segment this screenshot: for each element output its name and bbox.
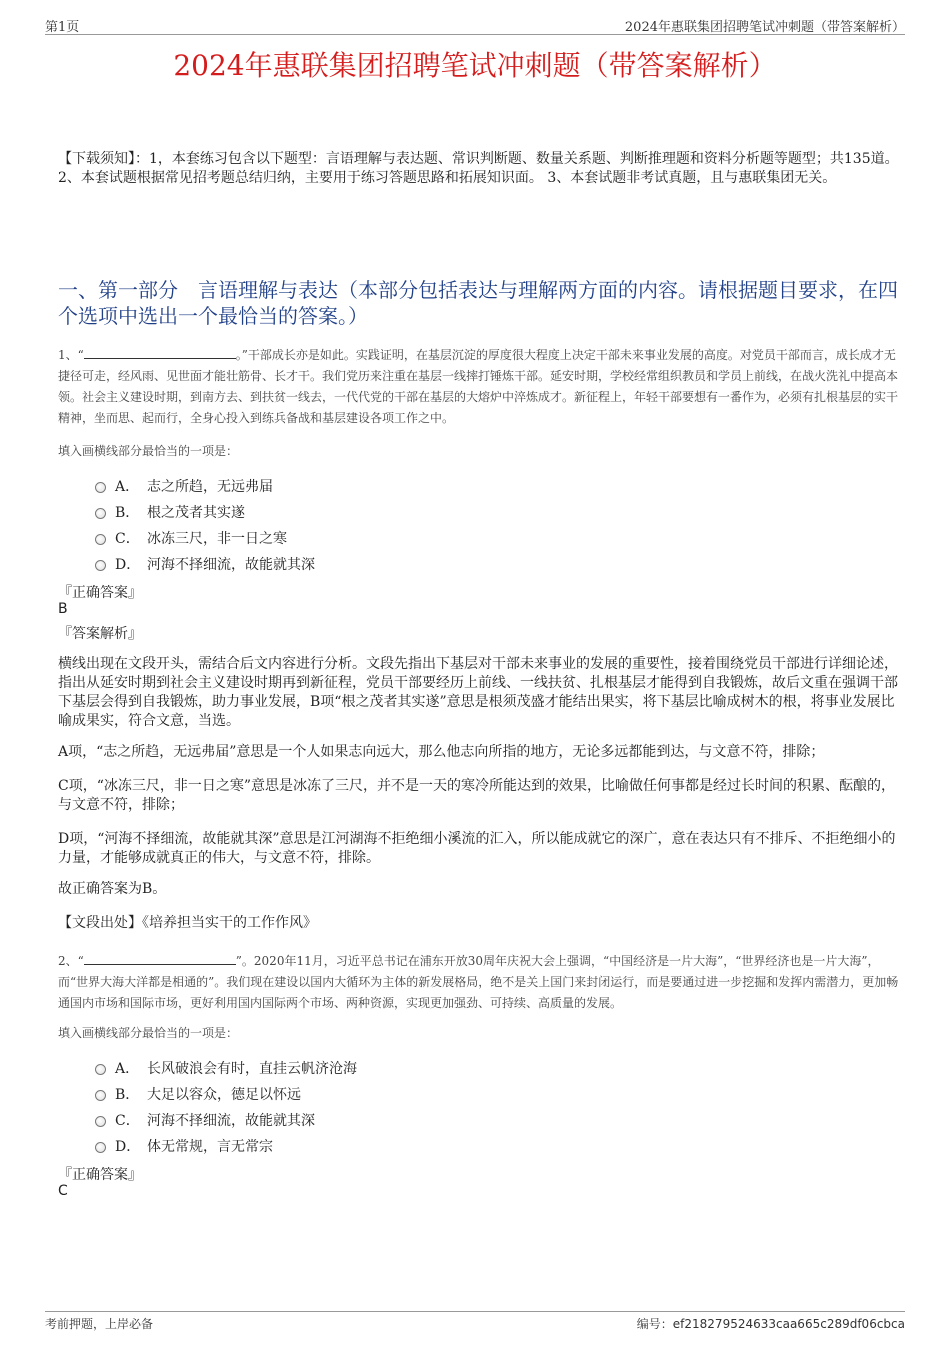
question-1-analysis-a: A项，“志之所趋，无远弗届”意思是一个人如果志向远大，那么他志向所指的地方，无论多远都能到达，与文意不符，排除；	[58, 744, 825, 760]
page-header	[45, 14, 905, 35]
question-2-stem	[58, 951, 900, 1014]
question-1-analysis-main: 横线出现在文段开头，需结合后文内容进行分析。文段先指出下基层对干部未来事业的发展的重要性，接着围绕党员干部进行详细论述，指出从延安时期到社会主义建设时期再到新征程，党员干部要经历上前线、一线扶贫、扎根基层才能得到自我锻炼，故后文重在强调干部下基层会得到自我锻炼，助力事业发展，B项“根之茂者其实遂”意思是根须茂盛才能结出果实，将下基层比喻成树木的根，将事业发展比喻成果实，符合文意，当选。	[58, 656, 898, 729]
question-1-option-c[interactable]: C． 冰冻三尺，非一日之寒	[95, 525, 795, 551]
question-1-stem	[58, 345, 900, 429]
page-footer	[45, 1311, 905, 1332]
question-1-text: 。”干部成长亦是如此。实践证明，在基层沉淀的厚度很大程度上决定干部未来事业发展的高度。对党员干部而言，成长成才无捷径可走，经风雨、见世面才能壮筋骨、长才干。我们党历来注重在基层一线摔打锤炼干部。延安时期，学校经常组织教员和学员上前线，在战火洗礼中提高本领。社会主义建设时期，到南方去、到扶贫一线去，一代代党的干部在基层的大熔炉中淬炼成才。新征程上，年轻干部要想有一番作为，必须有扎根基层的实干精神，坐而思、起而行，全身心投入到练兵备战和基层建设各项工作之中。	[58, 348, 899, 425]
question-2-prefix: 2、“	[58, 954, 84, 968]
radio-icon[interactable]	[95, 1090, 106, 1101]
question-2-option-d[interactable]: D． 体无常规，言无常宗	[95, 1133, 795, 1159]
question-2-prompt: 填入画横线部分最恰当的一项是：	[58, 1026, 239, 1040]
question-1-option-a[interactable]: A． 志之所趋，无远弗届	[95, 473, 795, 499]
question-1-analysis-c: C项，“冰冻三尺，非一日之寒”意思是冰冻了三尺，并不是一天的寒冷所能达到的效果，比喻做任何事都是经过长时间的积累、酝酿的，与文意不符，排除；	[58, 778, 896, 813]
page-title: 2024年惠联集团招聘笔试冲刺题（带答案解析）	[173, 49, 777, 82]
question-1-analysis-d: D项，“河海不择细流，故能就其深”意思是江河湖海不拒绝细小溪流的汇入，所以能成就它的深广，意在表达只有不排斥、不拒绝细小的力量，才能够成就真正的伟大，与文意不符，排除。	[58, 831, 896, 866]
radio-icon[interactable]	[95, 482, 106, 493]
radio-icon[interactable]	[95, 1064, 106, 1075]
question-2-option-c[interactable]: C． 河海不择细流，故能就其深	[95, 1107, 795, 1133]
question-2-answer: C	[58, 1183, 68, 1199]
question-2-text: ”。2020年11月，习近平总书记在浦东开放30周年庆祝大会上强调，“中国经济是一片大海”，“世界经济也是一片大海”，而“世界大海大洋都是相通的”。我们现在建设以国内大循环为主体的新发展格局，绝不是关上国门来封闭运行，而是要通过进一步挖掘和发挥内需潜力，更加畅通国内市场和国际市场，更好利用国内国际两个市场、两种资源，实现更加强劲、可持续、高质量的发展。	[58, 954, 899, 1010]
question-1-prompt: 填入画横线部分最恰当的一项是：	[58, 444, 239, 458]
question-1-source: 【文段出处】《培养担当实干的工作作风》	[58, 915, 317, 931]
radio-icon[interactable]	[95, 508, 106, 519]
section-title: 一、第一部分 言语理解与表达（本部分包括表达与理解两方面的内容。请根据题目要求，在四个选项中选出一个最恰当的答案。）	[58, 278, 898, 328]
question-1-answer-label: 『正确答案』	[58, 585, 142, 601]
radio-icon[interactable]	[95, 1116, 106, 1127]
footer-code-value: ef218279524633caa665c289df06cbca	[672, 1317, 905, 1331]
radio-icon[interactable]	[95, 560, 106, 571]
question-1-prefix: 1、“	[58, 348, 84, 362]
footer-code	[637, 1315, 905, 1332]
footer-code-label: 编号：	[636, 1317, 673, 1331]
page-number: 第1页	[45, 20, 80, 35]
question-1-answer: B	[58, 601, 68, 617]
question-1-option-b[interactable]: B． 根之茂者其实遂	[95, 499, 795, 525]
question-2-option-b[interactable]: B． 大足以容众，德足以怀远	[95, 1081, 795, 1107]
question-2-blank	[84, 952, 236, 965]
question-1-blank	[84, 346, 236, 359]
question-2-options	[95, 1055, 795, 1159]
question-2-option-a[interactable]: A． 长风破浪会有时，直挂云帆济沧海	[95, 1055, 795, 1081]
question-1-analysis-label: 『答案解析』	[58, 626, 142, 642]
question-1-conclusion: 故正确答案为B。	[58, 881, 167, 897]
radio-icon[interactable]	[95, 534, 106, 545]
footer-slogan: 考前押题，上岸必备	[45, 1317, 154, 1331]
download-notice: 【下载须知】：1，本套练习包含以下题型：言语理解与表达题、常识判断题、数量关系题、判断推理题和资料分析题等题型；共135道。 2、本套试题根据常见招考题总结归纳，主要用于练习答题思路和拓展知识面。 3、本套试题非考试真题，且与惠联集团无关。	[58, 151, 899, 186]
question-1-option-d[interactable]: D． 河海不择细流，故能就其深	[95, 551, 795, 577]
header-doc-title: 2024年惠联集团招聘笔试冲刺题（带答案解析）	[624, 20, 905, 35]
question-2-answer-label: 『正确答案』	[58, 1167, 142, 1183]
question-1-options	[95, 473, 795, 577]
radio-icon[interactable]	[95, 1142, 106, 1153]
